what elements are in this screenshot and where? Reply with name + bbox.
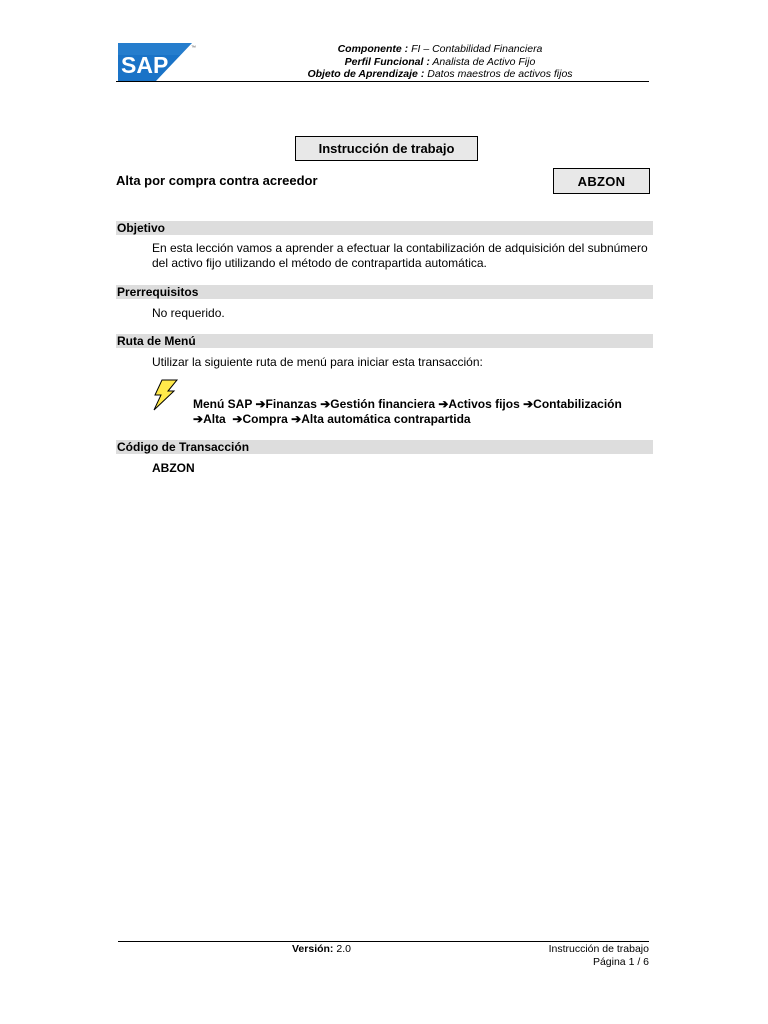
path-step: Alta automática contrapartida [301, 412, 471, 426]
objeto-value: Datos maestros de activos fijos [427, 68, 573, 80]
path-step: Compra [242, 412, 288, 426]
lightning-icon [149, 379, 179, 411]
objetivo-text: En esta lección vamos a aprender a efectuar la contabilización de adquisición del subnúmero del activo fijo utilizando el método de contrapartida automática. [152, 241, 648, 270]
path-step: Menú SAP [193, 397, 253, 411]
path-step: Alta [203, 412, 226, 426]
objeto-label: Objeto de Aprendizaje : [307, 68, 425, 80]
tcode-box: ABZON [553, 168, 650, 194]
page-number: Página 1 / 6 [592, 956, 649, 968]
path-step: Activos fijos [448, 397, 520, 411]
arrow-right-icon: ➔ [523, 397, 534, 411]
doc-type-box: Instrucción de trabajo [295, 136, 478, 161]
path-step: Gestión financiera [330, 397, 435, 411]
arrow-right-icon: ➔ [320, 397, 331, 411]
arrow-right-icon: ➔ [193, 412, 204, 426]
tcode-value: ABZON [152, 461, 195, 475]
doc-title: Alta por compra contra acreedor [116, 173, 318, 188]
footer-doc-type: Instrucción de trabajo [548, 943, 649, 955]
perfil-label: Perfil Funcional : [344, 55, 430, 68]
componente-value: FI – Contabilidad Financiera [411, 43, 543, 55]
footer-rule [118, 941, 649, 942]
arrow-right-icon: ➔ [438, 397, 449, 411]
menu-path [193, 397, 653, 427]
section-codigo-heading: Código de Transacción [116, 440, 653, 454]
header-meta [230, 43, 650, 81]
section-ruta-heading: Ruta de Menú [116, 334, 653, 348]
logo-text: SAP [121, 52, 169, 78]
arrow-right-icon: ➔ [232, 412, 243, 426]
version-label: Versión: [292, 943, 334, 955]
header-rule [116, 81, 649, 82]
arrow-right-icon: ➔ [255, 397, 266, 411]
arrow-right-icon: ➔ [291, 412, 302, 426]
path-step: Contabilización [533, 397, 622, 411]
svg-text:™: ™ [191, 45, 196, 51]
path-step: Finanzas [265, 397, 317, 411]
section-prerrequisitos-heading: Prerrequisitos [116, 285, 653, 299]
sap-logo [118, 43, 198, 81]
footer-right [549, 943, 649, 969]
version-value: 2.0 [336, 943, 351, 955]
section-objetivo-heading: Objetivo [116, 221, 653, 235]
perfil-value: Analista de Activo Fijo [432, 55, 536, 68]
ruta-text: Utilizar la siguiente ruta de menú para iniciar esta transacción: [152, 355, 483, 369]
componente-label: Componente : [337, 43, 409, 55]
footer-version [292, 943, 351, 955]
prerrequisitos-text: No requerido. [152, 306, 225, 320]
